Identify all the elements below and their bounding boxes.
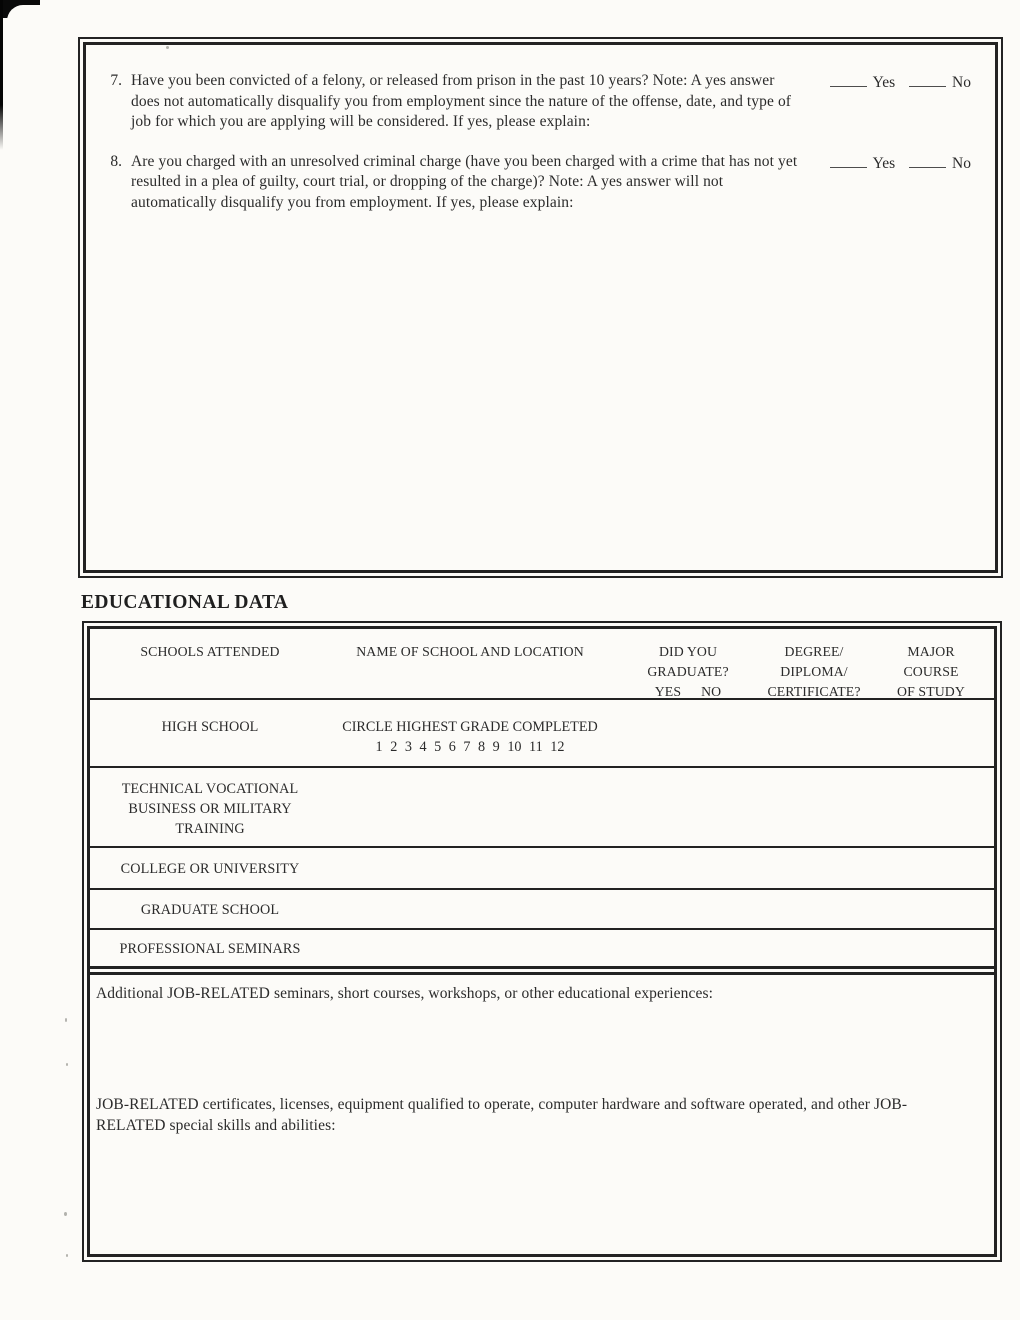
- question-8: [96, 152, 983, 214]
- question-8-no-blank[interactable]: [909, 153, 946, 168]
- table-row-graduate-school: [90, 890, 994, 930]
- job-related-skills-prompt: JOB-RELATED certificates, licenses, equipment qualified to operate, computer hardware and software operated, and other JOB-RELATED special skills and abilities:: [96, 1096, 908, 1134]
- scan-speck: [64, 1212, 67, 1216]
- question-7-yes-blank[interactable]: [830, 72, 867, 87]
- question-7-answers: [801, 71, 983, 94]
- table-footer-section: [90, 975, 994, 1254]
- additional-seminars-writing-area[interactable]: [96, 1004, 980, 1094]
- header-no: NO: [701, 684, 722, 699]
- question-7-text: Have you been convicted of a felony, or released from prison in the past 10 years? Note: A yes answer does not automatically disqualify you from employment since the nature of the offense, date, and type of job for which you are applying will be considered. If yes, please explain:: [131, 72, 792, 130]
- question-7-number: 7.: [110, 72, 122, 89]
- header-schools-attended: SCHOOLS ATTENDED: [140, 644, 280, 659]
- criminal-history-box-inner: [83, 42, 998, 573]
- header-name-of-school: NAME OF SCHOOL AND LOCATION: [356, 644, 584, 659]
- criminal-history-box: [78, 37, 1003, 578]
- scan-speck: [65, 1018, 67, 1022]
- educational-data-table-inner: [87, 626, 997, 1257]
- question-7-yes-label: Yes: [872, 74, 896, 91]
- header-degree-diploma: DEGREE/ DIPLOMA/ CERTIFICATE?: [767, 644, 861, 699]
- scan-speck: [66, 1063, 68, 1066]
- explanation-writing-area[interactable]: [94, 285, 987, 564]
- educational-data-heading: EDUCATIONAL DATA: [81, 592, 289, 613]
- table-row-professional-seminars: [90, 930, 994, 966]
- job-related-skills-writing-area[interactable]: [96, 1136, 980, 1226]
- question-8-yes-label: Yes: [872, 154, 896, 172]
- professional-seminars-label: PROFESSIONAL SEMINARS: [119, 941, 301, 957]
- double-rule-divider: [90, 966, 994, 975]
- header-major-course: MAJOR COURSE OF STUDY: [897, 644, 965, 699]
- grade-numbers[interactable]: 1 2 3 4 5 6 7 8 9 10 11 12: [375, 739, 565, 755]
- question-8-yes-blank[interactable]: [830, 153, 867, 168]
- table-row-college: [90, 848, 994, 890]
- question-7-no-blank[interactable]: [909, 72, 946, 87]
- header-yes: YES: [654, 684, 682, 699]
- technical-fill-area[interactable]: [340, 768, 994, 846]
- question-8-no-label: No: [952, 154, 971, 172]
- graduate-school-fill-area[interactable]: [340, 890, 994, 928]
- table-row-technical-vocational: [90, 768, 994, 848]
- question-8-answers: [801, 152, 983, 175]
- college-label: COLLEGE OR UNIVERSITY: [120, 861, 300, 877]
- high-school-label: HIGH SCHOOL: [161, 719, 259, 735]
- question-7-no-label: No: [952, 74, 971, 91]
- college-fill-area[interactable]: [340, 848, 994, 888]
- table-row-high-school: [90, 700, 994, 768]
- graduate-school-label: GRADUATE SCHOOL: [140, 902, 280, 918]
- high-school-fill-area[interactable]: [630, 700, 994, 766]
- scan-corner-artifact: [0, 0, 40, 18]
- additional-seminars-prompt: Additional JOB-RELATED seminars, short courses, workshops, or other educational experiences:: [96, 985, 714, 1002]
- header-did-you-graduate: DID YOU GRADUATE? YES NO: [620, 629, 756, 702]
- technical-label: TECHNICAL VOCATIONAL BUSINESS OR MILITARY TRAINING: [121, 781, 299, 837]
- question-8-number: 8.: [110, 152, 122, 170]
- scan-speck: [66, 1254, 68, 1257]
- table-header-row: [90, 629, 994, 700]
- scan-edge-strip: [0, 0, 3, 150]
- question-8-text: Are you charged with an unresolved criminal charge (have you been charged with a crime that has not yet resulted in a plea of guilty, court trial, or dropping of the charge)? Note: A yes answer will not automatically disqualify you from employment. If yes, please explain:: [131, 152, 798, 211]
- professional-seminars-fill-area[interactable]: [340, 930, 994, 966]
- question-7: [96, 71, 983, 133]
- educational-data-table: [82, 621, 1002, 1262]
- circle-highest-grade-note: CIRCLE HIGHEST GRADE COMPLETED: [342, 719, 598, 735]
